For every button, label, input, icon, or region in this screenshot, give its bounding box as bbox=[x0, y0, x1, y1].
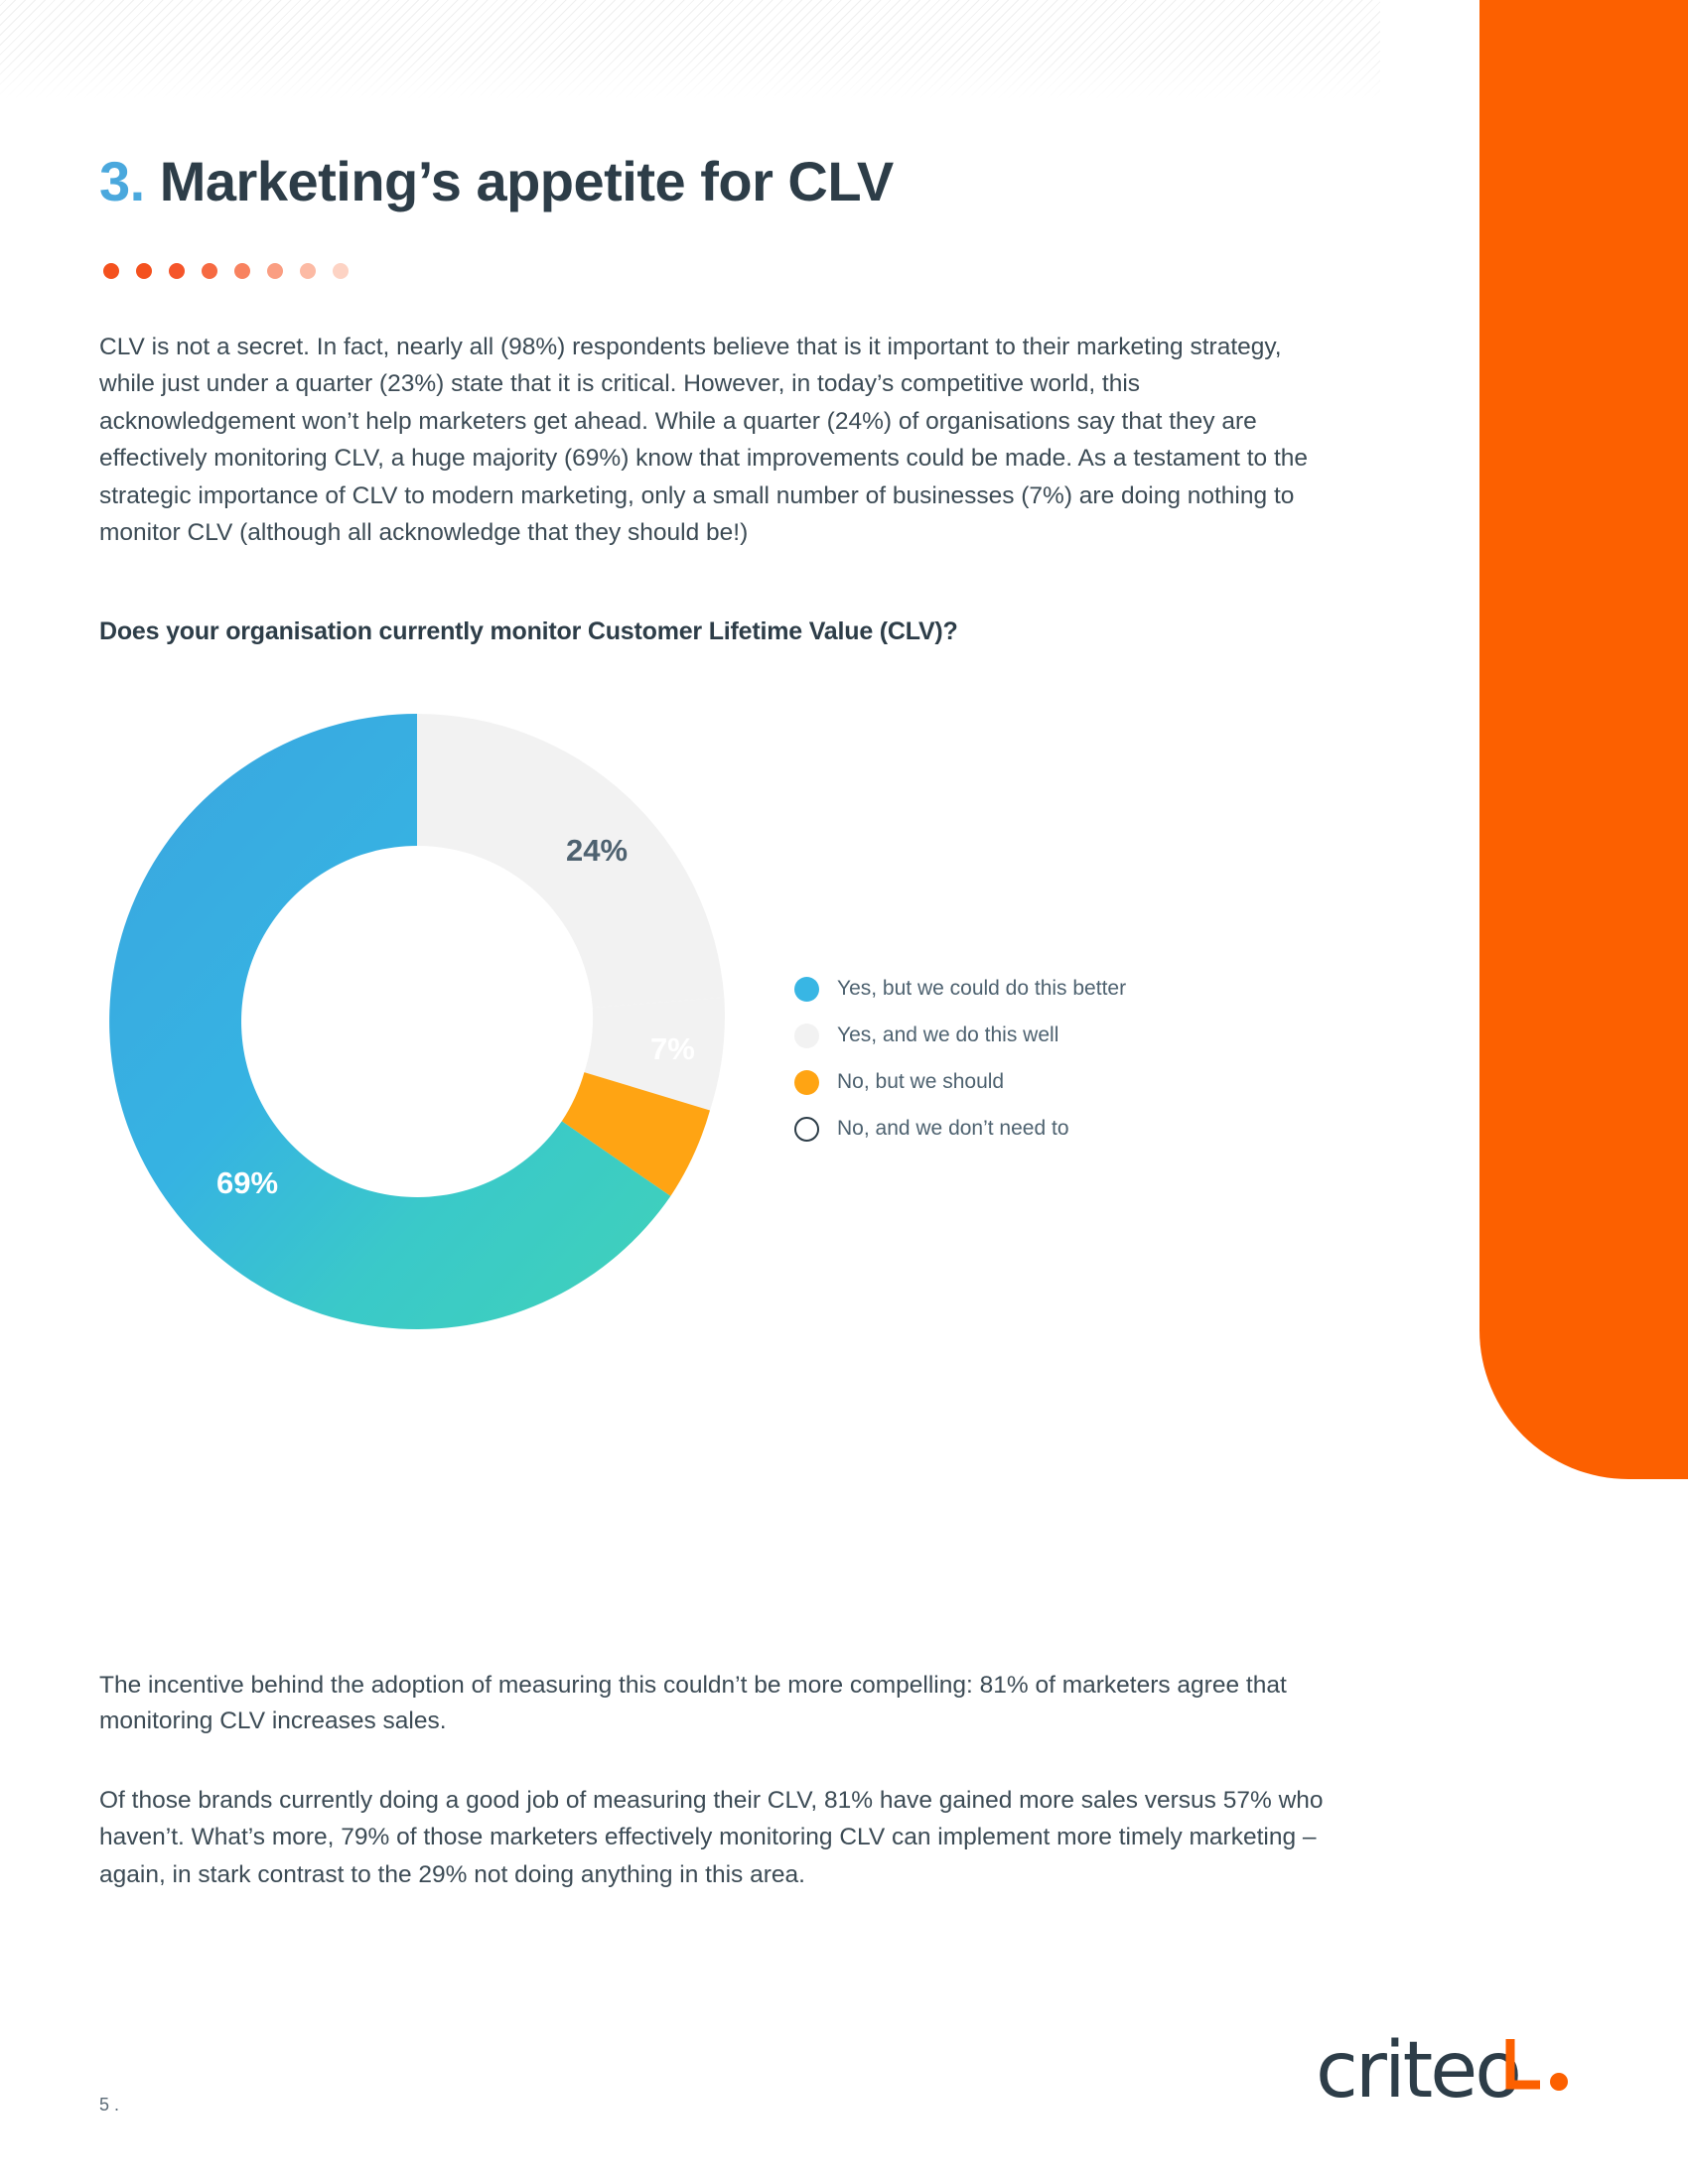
legend-label: No, but we should bbox=[837, 1070, 1005, 1094]
paragraph-brands: Of those brands currently doing a good job of measuring their CLV, 81% have gained more sales versus 57% who haven’t. What’s more, 79% of those marketers effectively monitoring CLV can implement more timely marketing – again, in stark contrast to the 29% not doing anything in this area. bbox=[99, 1786, 1324, 1889]
page-title-text: Marketing’s appetite for CLV bbox=[159, 150, 894, 212]
intro-paragraph: CLV is not a secret. In fact, nearly all (98%) respondents believe that is it important to their marketing strategy, while just under a quarter (23%) state that it is critical. However, in today’s competitive world, this acknowledgement won’t help marketers get ahead. While a quarter (24%) of organisations say that they are effectively monitoring CLV, a huge majority (69%) know that improvements could be made. As a testament to the strategic importance of CLV to modern marketing, only a small number of businesses (7%) are doing nothing to monitor CLV (although all acknowledge that they should be!) bbox=[99, 334, 1309, 547]
criteo-logo bbox=[1316, 2025, 1584, 2115]
legend-item-yes-better bbox=[794, 977, 1126, 1002]
legend-label: No, and we don’t need to bbox=[837, 1117, 1069, 1141]
legend-item-yes-well bbox=[794, 1024, 1126, 1048]
paragraph-incentive: The incentive behind the adoption of measuring this couldn’t be more compelling: 81% of marketers agree that monitoring CLV increases sales. bbox=[99, 1671, 1287, 1735]
legend-item-no-not-needed bbox=[794, 1117, 1126, 1142]
page-number: 5 . bbox=[99, 2095, 120, 2115]
page-content bbox=[99, 0, 1390, 1369]
dot-icon bbox=[234, 263, 250, 279]
dot-icon bbox=[103, 263, 119, 279]
legend-label: Yes, and we do this well bbox=[837, 1024, 1059, 1047]
chart-title: Does your organisation currently monitor Customer Lifetime Value (CLV)? bbox=[99, 616, 958, 645]
legend-swatch-icon bbox=[794, 977, 819, 1002]
page-title-number: 3. bbox=[99, 150, 145, 212]
dot-icon bbox=[169, 263, 185, 279]
legend-swatch-icon bbox=[794, 1070, 819, 1095]
page-title bbox=[99, 0, 1390, 213]
legend-swatch-icon bbox=[794, 1024, 819, 1048]
legend-label: Yes, but we could do this better bbox=[837, 977, 1127, 1001]
decorative-dot-row bbox=[103, 263, 1390, 279]
dot-icon bbox=[202, 263, 217, 279]
svg-text:criteo: criteo bbox=[1316, 2026, 1519, 2116]
donut-label-24: 24% bbox=[566, 832, 629, 868]
donut-label-7: 7% bbox=[650, 1030, 695, 1066]
donut-chart-svg bbox=[89, 694, 745, 1349]
dot-icon bbox=[333, 263, 349, 279]
legend-swatch-icon bbox=[794, 1117, 819, 1142]
donut-segment-yes-well bbox=[417, 714, 724, 1008]
chart-area bbox=[99, 694, 1390, 1369]
criteo-logo-svg bbox=[1316, 2025, 1584, 2119]
orange-side-shape bbox=[1479, 0, 1688, 1479]
dot-icon bbox=[267, 263, 283, 279]
donut-chart bbox=[89, 694, 745, 1349]
chart-legend bbox=[794, 977, 1126, 1142]
dot-icon bbox=[136, 263, 152, 279]
donut-label-69: 69% bbox=[216, 1164, 279, 1200]
legend-item-no-but-should bbox=[794, 1070, 1126, 1095]
dot-icon bbox=[300, 263, 316, 279]
